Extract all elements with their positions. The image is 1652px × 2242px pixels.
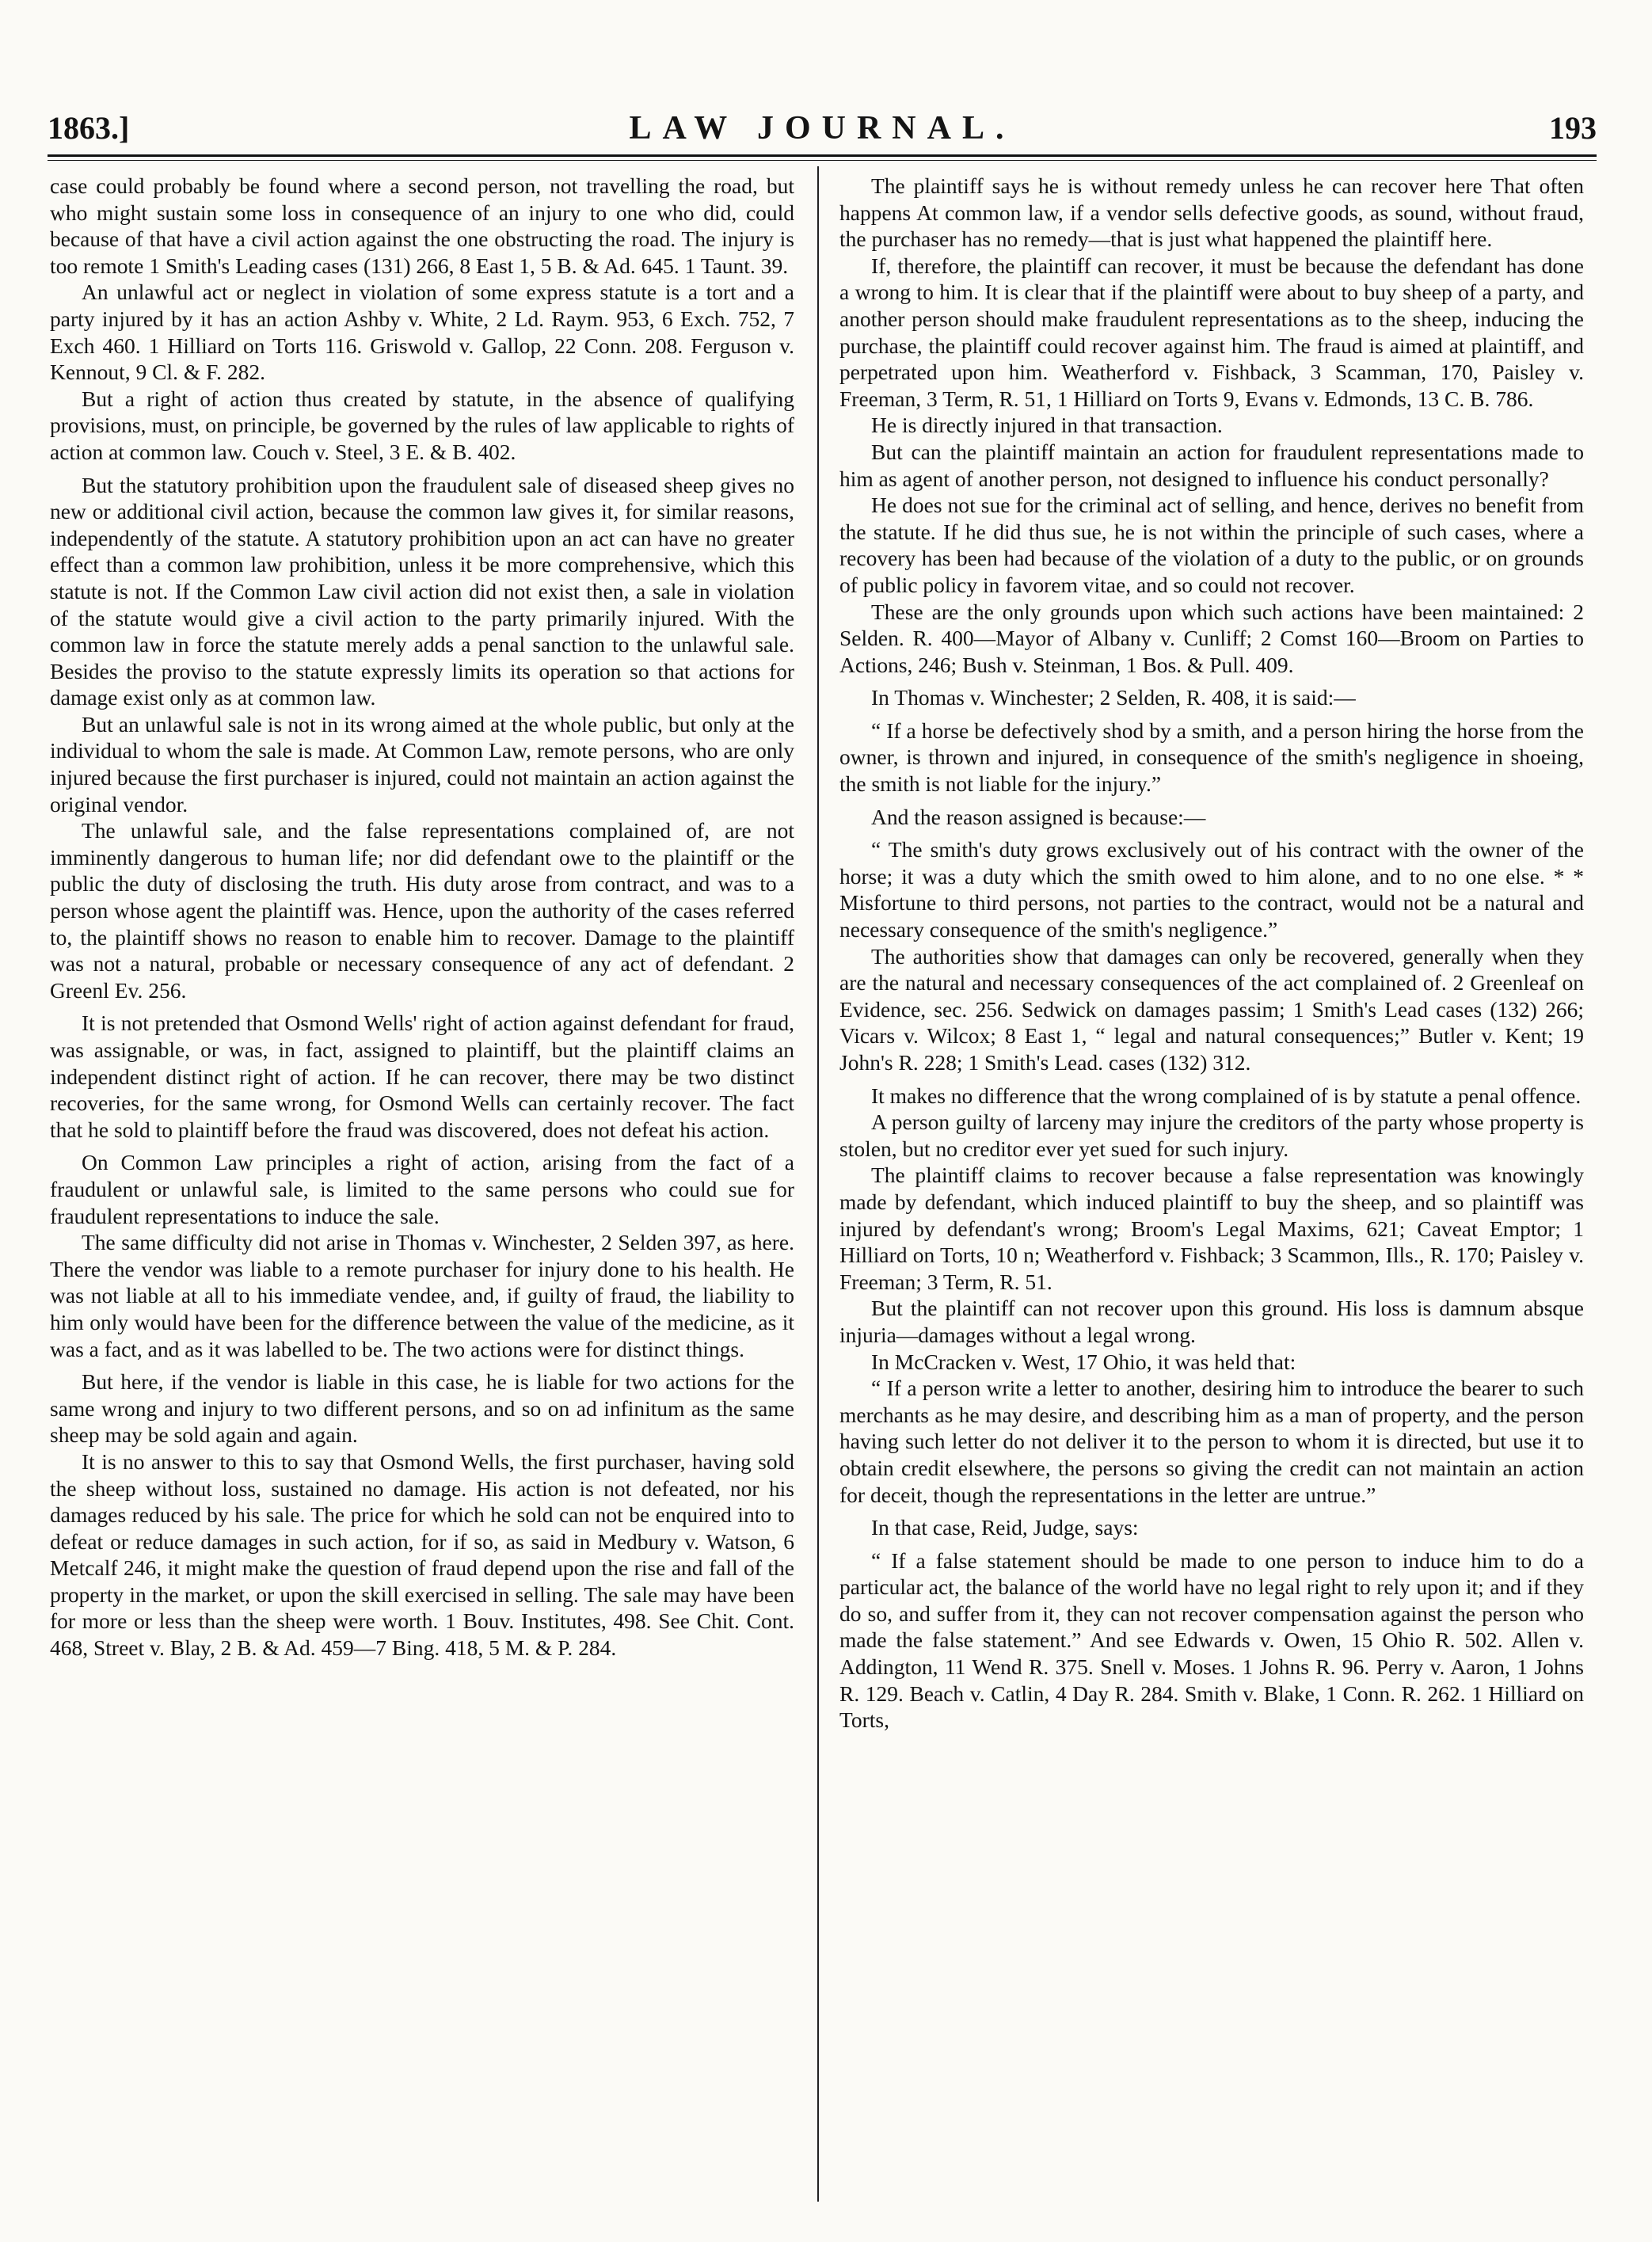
quotation: “ If a person write a letter to another, desiring him to introduce the bearer to such merchants as he may desire, and describing him as a man of property, and the person having such letter do not deliver it to the person to whom it is directed, but use it to obtain credit elsewhere, the persons so giving the credit can not maintain an action for deceit, though the representations in the letter are untrue.”: [839, 1376, 1584, 1507]
paragraph: The unlawful sale, and the false representations complained of, are not imminently dangerous to human life; nor did defendant owe to the plaintiff or the public the duty of disclosing the truth. His duty arose from contract, and was to a person whose agent the plaintiff was. Hence, upon the authority of the cases referred to, the plaintiff shows no reason to enable him to recover. Damage to the plaintiff was not a natural, probable or necessary consequence of any act of defendant. 2 Greenl Ev. 256.: [50, 818, 794, 1003]
header-year: 1863.]: [48, 110, 130, 146]
paragraph: But can the plaintiff maintain an action for fraudulent representations made to him as agent of another person, not designed to influence his conduct personally?: [839, 439, 1584, 491]
paragraph: But here, if the vendor is liable in this case, he is liable for two actions for the same wrong and injury to two different persons, and so on ad infinitum as the same sheep may be sold again and again.: [50, 1369, 794, 1448]
paragraph: He is directly injured in that transaction.: [871, 413, 1223, 438]
paragraph: In McCracken v. West, 17 Ohio, it was held that:: [871, 1349, 1296, 1374]
quotation: “ If a false statement should be made to one person to induce him to do a particular act, the balance of the world have no legal right to rely upon it; and if they do so, and suffer from it, they can not recover compensation against the person who made the false statement.” And see Edwards v. Owen, 15 Ohio R. 502. Allen v. Addington, 11 Wend R. 375. Snell v. Moses. 1 Johns R. 96. Perry v. Aaron, 1 Johns R. 129. Beach v. Catlin, 4 Day R. 284. Smith v. Blake, 1 Conn. R. 262. 1 Hilliard on Torts,: [839, 1547, 1584, 1733]
paragraph: On Common Law principles a right of action, arising from the fact of a fraudulent or unlawful sale, is limited to the same persons who could sue for fraudulent representations to induce the sale.: [50, 1150, 794, 1228]
paragraph: The authorities show that damages can only be recovered, generally when they are the natural and necessary consequences of the act complained of. 2 Greenleaf on Evidence, sec. 256. Sedwick on damages passim; 1 Smith's Lead cases (132) 266; Vicars v. Wilcox; 8 East 1, “ legal and natural consequences;” Butler v. Kent; 19 John's R. 228; 1 Smith's Lead. cases (132) 312.: [839, 943, 1584, 1075]
quotation: “ If a horse be defectively shod by a smith, and a person hiring the horse from the owner, is thrown and injured, in consequence of the smith's negligence in shoeing, the smith is not liable for the injury.”: [839, 718, 1584, 797]
paragraph: It is not pretended that Osmond Wells' right of action against defendant for fraud, was assignable, or was, in fact, assigned to plaintiff, but the plaintiff claims an independent distinct right of action. If he can recover, there may be two distinct recoveries, for the same wrong, for Osmond Wells can certainly recover. The fact that he sold to plaintiff before the fraud was discovered, does not defeat his action.: [50, 1011, 794, 1142]
paragraph: But the statutory prohibition upon the fraudulent sale of diseased sheep gives no new or additional civil action, because the common law gives it, for similar reasons, independently of the statute. A statutory prohibition upon an act can have no greater effect than a common law prohibition, unless it be more comprehensive, which this statute is not. If the Common Law civil action did not exist then, a sale in violation of the statute would give a civil action to the party primarily injured. With the common law in force the statute merely adds a penal sanction to the unlawful sale. Besides the proviso to the statute expressly limits its operation so that actions for damage exist only as at common law.: [50, 472, 794, 710]
paragraph: But an unlawful sale is not in its wrong aimed at the whole public, but only at the individual to whom the sale is made. At Common Law, remote persons, who are only injured because the first purchaser is injured, could not maintain an action against the original vendor.: [50, 711, 794, 816]
paragraph: A person guilty of larceny may injure the creditors of the party whose property is stolen, but no creditor ever yet sued for such injury.: [839, 1110, 1584, 1161]
left-column: [50, 173, 794, 1662]
right-column: [839, 173, 1584, 1734]
paragraph: He does not sue for the criminal act of selling, and hence, derives no benefit from the statute. If he did thus sue, he is not within the principle of such cases, where a recovery has been had because of the violation of a duty to the public, or on grounds of public policy in favorem vitae, and so could not recover.: [839, 493, 1584, 597]
header-rule-thick: [48, 154, 1597, 157]
column-divider: [817, 166, 819, 2202]
paragraph: If, therefore, the plaintiff can recover, it must be because the defendant has done a wrong to him. It is clear that if the plaintiff were about to buy sheep of a party, and another person should make fraudulent representations as to the sheep, inducing the purchase, the plaintiff could recover against him. The fraud is aimed at plaintiff, and perpetrated upon him. Weatherford v. Fishback, 3 Scamman, 170, Paisley v. Freeman, 3 Term, R. 51, 1 Hilliard on Torts 9, Evans v. Edmonds, 13 C. B. 786.: [839, 253, 1584, 411]
masthead: [48, 109, 1597, 157]
journal-title: LAW JOURNAL.: [629, 110, 1015, 147]
paragraph: These are the only grounds upon which such actions have been maintained: 2 Selden. R. 400—Mayor of Albany v. Cunliff; 2 Comst 160—Broom on Parties to Actions, 246; Bush v. Steinman, 1 Bos. & Pull. 409.: [839, 599, 1584, 677]
quotation: “ The smith's duty grows exclusively out of his contract with the owner of the horse; it was a duty which the smith owed to him alone, and to no one else. * * Misfortune to third persons, not parties to the contract, would not be a natural and necessary consequence of the smith's negligence.”: [839, 837, 1584, 942]
paragraph: In Thomas v. Winchester; 2 Selden, R. 408, it is said:—: [871, 685, 1356, 710]
paragraph: But a right of action thus created by statute, in the absence of qualifying provisions, must, on principle, be governed by the rules of law applicable to rights of action at common law. Couch v. Steel, 3 E. & B. 402.: [50, 386, 794, 464]
paragraph: An unlawful act or neglect in violation of some express statute is a tort and a party injured by it has an action Ashby v. White, 2 Ld. Raym. 953, 6 Exch. 752, 7 Exch 460. 1 Hilliard on Torts 116. Griswold v. Gallop, 22 Conn. 208. Ferguson v. Kennout, 9 Cl. & F. 282.: [50, 280, 794, 385]
paragraph: The plaintiff claims to recover because a false representation was knowingly made by defendant, which induced plaintiff to buy the sheep, and so plaintiff was injured by defendant's wrong; Broom's Legal Maxims, 621; Caveat Emptor; 1 Hilliard on Torts, 10 n; Weatherford v. Fishback; 3 Scammon, Ills., R. 170; Paisley v. Freeman; 3 Term, R. 51.: [839, 1163, 1584, 1294]
paragraph: But the plaintiff can not recover upon this ground. His loss is damnum absque injuria—damages without a legal wrong.: [839, 1296, 1584, 1347]
paragraph: It makes no difference that the wrong complained of is by statute a penal offence.: [871, 1083, 1582, 1108]
paragraph: The same difficulty did not arise in Thomas v. Winchester, 2 Selden 397, as here. There the vendor was liable to a remote purchaser for injury done to his health. He was not liable at all to his immediate vendee, and, if guilty of fraud, the liability to him only would have been for the difference between the value of the medicine, as it was a fact, and as it was labelled to be. The two actions were for distinct things.: [50, 1230, 794, 1361]
paragraph: It is no answer to this to say that Osmond Wells, the first purchaser, having sold the sheep without loss, sustained no damage. His action is not defeated, nor his damages reduced by his sale. The price for which he sold can not be enquired into to defeat or reduce damages in such action, for if so, as said in Medbury v. Watson, 6 Metcalf 246, it might make the question of fraud depend upon the rise and fall of the property in the market, or upon the skill exercised in selling. The sale may have been for more or less than the sheep were worth. 1 Bouv. Institutes, 498. See Chit. Cont. 468, Street v. Blay, 2 B. & Ad. 459—7 Bing. 418, 5 M. & P. 284.: [50, 1448, 794, 1661]
header-rule-thin: [48, 160, 1597, 161]
paragraph: In that case, Reid, Judge, says:: [871, 1515, 1139, 1540]
page-number: 193: [1549, 110, 1597, 146]
paragraph: And the reason assigned is because:—: [871, 804, 1206, 829]
paragraph: case could probably be found where a second person, not travelling the road, but who might sustain some loss in consequence of an injury to one who did, could because of that have a civil action against the one obstructing the road. The injury is too remote 1 Smith's Leading cases (131) 266, 8 East 1, 5 B. & Ad. 645. 1 Taunt. 39.: [50, 173, 794, 278]
paragraph: The plaintiff says he is without remedy unless he can recover here That often happens At common law, if a vendor sells defective goods, as sound, without fraud, the purchaser has no remedy—that is just what happened the plaintiff here.: [839, 173, 1584, 252]
